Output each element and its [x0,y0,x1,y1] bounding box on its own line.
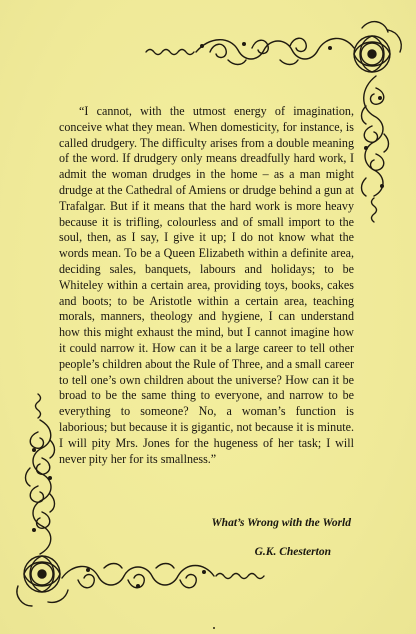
quotation-block [59,104,354,467]
source-title: What’s Wrong with the World [211,517,351,529]
quotation-text: “I cannot, with the utmost energy of imagination, conceive what they mean. When domesticity, for instance, is called drudgery. The difficulty arises from a double meaning of the word. If drudgery only means dreadfully hard work, I admit the woman drudges in the home – as a man might drudge at the Cathedral of Amiens or drudge behind a gun at Trafalgar. But if it means that the hard work is more heavy because it is trifling, colourless and of small import to the soul, then, as I say, I give it up; I do not know what the words mean. To be a Queen Elizabeth within a definite area, deciding sales, banquets, labours and holidays; to be Whiteley within a certain area, providing toys, books, cakes and boots; to be Aristotle within a certain area, teaching morals, manners, theology and hygiene, I can understand how this might exhaust the mind, but I cannot imagine how it could narrow it. How can it be a large career to tell other people’s children about the Rule of Three, and a small career to tell one’s own children about the universe? How can it be broad to be the same thing to everyone, and narrow to be everything to someone? No, a woman’s function is laborious; but because it is gigantic, not because it is minute. I will pity Mrs. Jones for the hugeness of her task; I will never pity her for its smallness.” [59,104,354,466]
page-dot [213,627,215,629]
author-name: G.K. Chesterton [254,546,331,558]
